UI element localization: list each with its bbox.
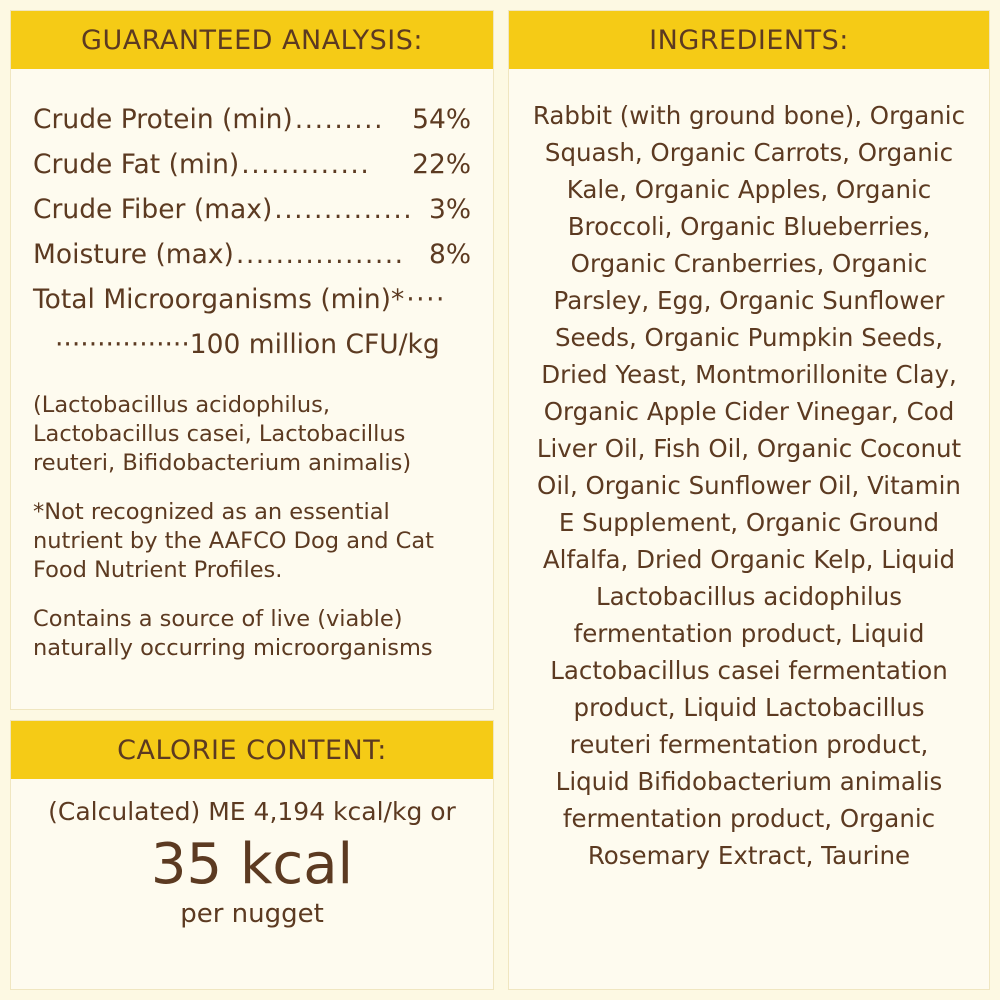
ga-note-asterisk: *Not recognized as an essential nutrient by the AAFCO Dog and Cat Food Nutrient Profiles. (33, 499, 435, 583)
ga-row (33, 97, 471, 142)
ga-value: 3% (428, 194, 471, 225)
ga-dots: ............. (241, 149, 371, 180)
ga-row (33, 232, 471, 277)
ingredients-text: Rabbit (with ground bone), Organic Squash, Organic Carrots, Organic Kale, Organic Apples, Organic Broccoli, Organic Blueberries, Organic Cranberries, Organic Parsley, Egg, Organic Sunflower Seeds, Organic Pumpkin Seeds, Dried Yeast, Montmorillonite Clay, Organic Apple Cider Vinegar, Cod Liver Oil, Fish Oil, Organic Coconut Oil, Organic Sunflower Oil, Vitamin E Supplement, Organic Ground Alfalfa, Dried Organic Kelp, Liquid Lactobacillus acidophilus fermentation product, Liquid Lactobacillus casei fermentation product, Liquid Lactobacillus reuteri fermentation product, Liquid Bifidobacterium animalis fermentation product, Organic Rosemary Extract, Taurine (532, 101, 966, 870)
ga-value: 54% (412, 104, 471, 135)
ga-label: Moisture (max) (33, 239, 234, 270)
ga-dots: ···· (406, 284, 446, 315)
ga-dots: .............. (274, 194, 414, 225)
calorie-per-nugget-unit: per nugget (180, 899, 324, 929)
calorie-per-nugget-value: 35 kcal (150, 832, 354, 897)
guaranteed-analysis-panel (10, 10, 494, 710)
ingredients-panel (508, 10, 990, 990)
ga-row (33, 187, 471, 232)
ga-dots: ................. (235, 239, 405, 270)
ga-dots: ......... (294, 104, 385, 135)
ga-value: 8% (428, 239, 471, 270)
ga-label: Total Microorganisms (min)* (33, 284, 405, 315)
ga-row (33, 142, 471, 187)
ga-note-live-microorganisms: Contains a source of live (viable) naturally occurring microorganisms (33, 606, 433, 661)
ga-label: Crude Fat (min) (33, 149, 240, 180)
guaranteed-analysis-body (11, 69, 493, 679)
guaranteed-analysis-header: GUARANTEED ANALYSIS: (11, 11, 493, 69)
ga-note-cultures: (Lactobacillus acidophilus, Lactobacillus casei, Lactobacillus reuteri, Bifidobacterium animalis) (33, 392, 412, 476)
ingredients-header: INGREDIENTS: (509, 11, 989, 69)
ingredients-body (509, 69, 989, 892)
right-column (508, 10, 990, 990)
calorie-content-header: CALORIE CONTENT: (11, 721, 493, 779)
left-column (10, 10, 494, 990)
calorie-me-line: (Calculated) ME 4,194 kcal/kg or (48, 797, 456, 826)
ga-label: Crude Fiber (max) (33, 194, 273, 225)
calorie-content-body (11, 779, 493, 943)
ga-row (33, 277, 471, 322)
ga-value: 22% (412, 149, 471, 180)
calorie-content-panel (10, 720, 494, 990)
ga-row-continuation: ················100 million CFU/kg (55, 329, 440, 360)
guaranteed-analysis-list (33, 89, 471, 367)
ga-label: Crude Protein (min) (33, 104, 293, 135)
